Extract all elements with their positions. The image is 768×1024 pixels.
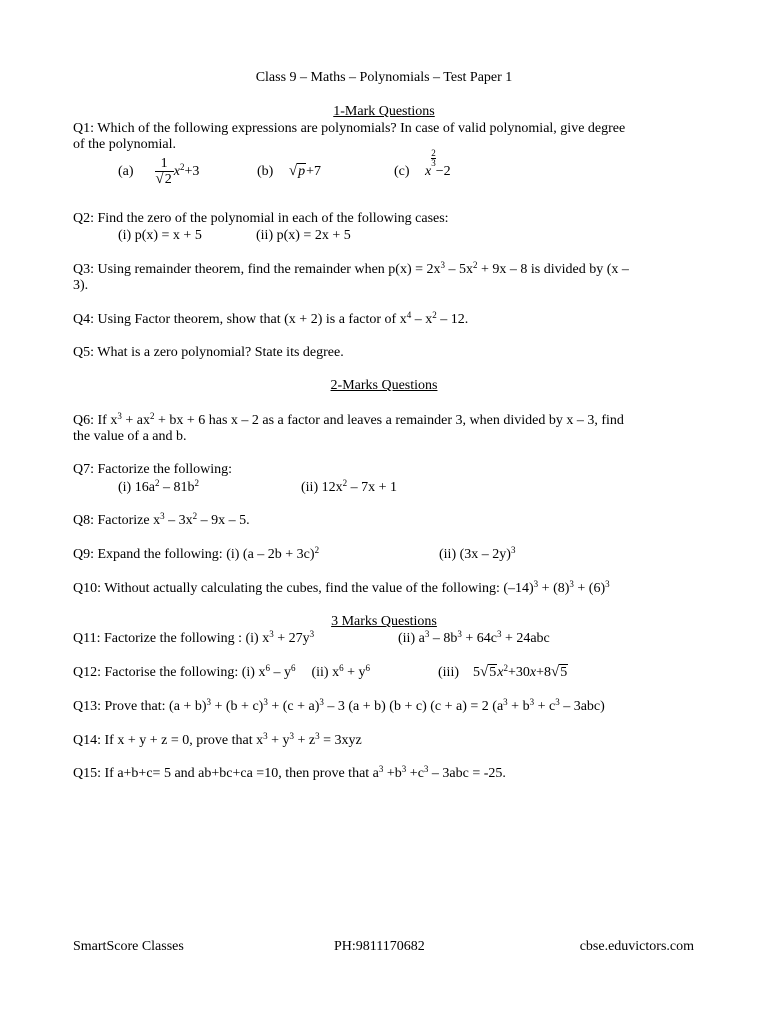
question-1-option-c [394, 148, 451, 182]
term: +3 [184, 164, 200, 179]
question-7-part-ii: (ii) $12x^2 - 7x + 1$ [301, 478, 398, 495]
question-4: Q4: Using Factor theorem, show that (x + 2) is a factor of $x^4 - x^2 - 12$. [73, 310, 469, 327]
question-1-option-a [118, 156, 199, 188]
term: −2 [435, 164, 451, 179]
page-title: Class 9 – Maths – Polynomials – Test Paper 1 [255, 70, 513, 85]
footer-phone: PH:9811170682 [334, 939, 425, 954]
question-7-line-1: Q7: Factorize the following: [73, 462, 233, 477]
section-heading-3-marks: 3 Marks Questions [331, 614, 437, 629]
variable: x [425, 164, 432, 179]
fraction [155, 156, 174, 187]
question-2-part-i: (i) p(x) = x + 5 [118, 228, 202, 243]
question-14: Q14: If x + y + z = 0, prove that $x^3 + y^3 + z^3 = 3xyz$ [73, 731, 362, 748]
question-12-parts-i-ii: Q12: Factorise the following: (i) $x^6 - y^6$ (ii) $x^6 + y^6$ [73, 663, 370, 680]
exponent: 2 [180, 162, 185, 172]
question-2-part-ii: (ii) p(x) = 2x + 5 [256, 228, 351, 243]
question-11-part-i: Q11: Factorize the following : (i) $x^3 + 27y^3$ [73, 629, 315, 646]
section-heading-2-marks: 2-Marks Questions [330, 378, 438, 393]
fraction-denominator: √2 [155, 171, 172, 188]
question-1-line-2: of the polynomial. [73, 137, 177, 152]
option-a-label: (a) [118, 164, 134, 179]
question-1-line-1: Q1: Which of the following expressions are polynomials? In case of valid polynomial, give degree [73, 121, 626, 136]
question-10: Q10: Without actually calculating the cubes, find the value of the following: $(-14)^3 + (8)^3 + (6)^3$ [73, 579, 610, 596]
question-11-part-ii: (ii) $a^3 - 8b^3 + 64c^3 + 24abc$ [398, 629, 550, 646]
question-3-line-2: 3). [73, 278, 89, 293]
fractional-exponent: $\frac{2}{3}$ [431, 148, 436, 168]
question-9-part-ii: (ii) (3x – 2y)$^3$ [439, 545, 516, 562]
question-6-line-2: the value of a and b. [73, 429, 187, 444]
footer-website: cbse.eduvictors.com [579, 939, 694, 954]
section-heading-1-mark: 1-Mark Questions [333, 104, 435, 119]
question-2-line-1: Q2: Find the zero of the polynomial in each of the following cases: [73, 211, 449, 226]
radicand: p [298, 164, 306, 179]
option-b-label: (b) [257, 164, 274, 179]
term: +7 [306, 164, 321, 179]
question-15: Q15: If a+b+c= 5 and ab+bc+ca =10, then prove that $a^3 +b^3 +c^3 - 3abc = -25$. [73, 764, 506, 781]
fraction-numerator: 1 [155, 156, 174, 172]
question-5: Q5: What is a zero polynomial? State its degree. [73, 345, 344, 360]
question-7-part-i: (i) $16a^2 - 81b^2$ [118, 478, 199, 495]
question-1-option-b: (b) √p+7 [257, 163, 321, 179]
footer-left: SmartScore Classes [73, 939, 184, 954]
question-8: Q8: Factorize $x^3 - 3x^2 - 9x - 5$. [73, 511, 250, 528]
question-9-part-i: Q9: Expand the following: (i) $(a - 2b + 3c)^2$ [73, 545, 320, 562]
radicand: 2 [164, 172, 172, 188]
variable: x [173, 164, 180, 179]
question-12-part-iii: (iii) $5√5x^2+30x+8√5$ [438, 663, 568, 680]
question-6-line-1: Q6: If $x^3 + ax^2$ + bx + 6 has x – 2 as a factor and leaves a remainder 3, when divided by x – 3, find [73, 411, 624, 428]
question-13: Q13: Prove that: $(a + b)^3 + (b + c)^3 + (c + a)^3 - 3$ (a + b) (b + c) (c + a) = 2 $(a^3 + b^3 + c^3 - 3abc)$ [73, 697, 605, 714]
question-3-line-1: Q3: Using remainder theorem, find the remainder when $p(x) = 2x^3 - 5x^2 + 9x - 8$ is divided by (x – [73, 260, 629, 277]
option-c-label: (c) [394, 164, 410, 179]
